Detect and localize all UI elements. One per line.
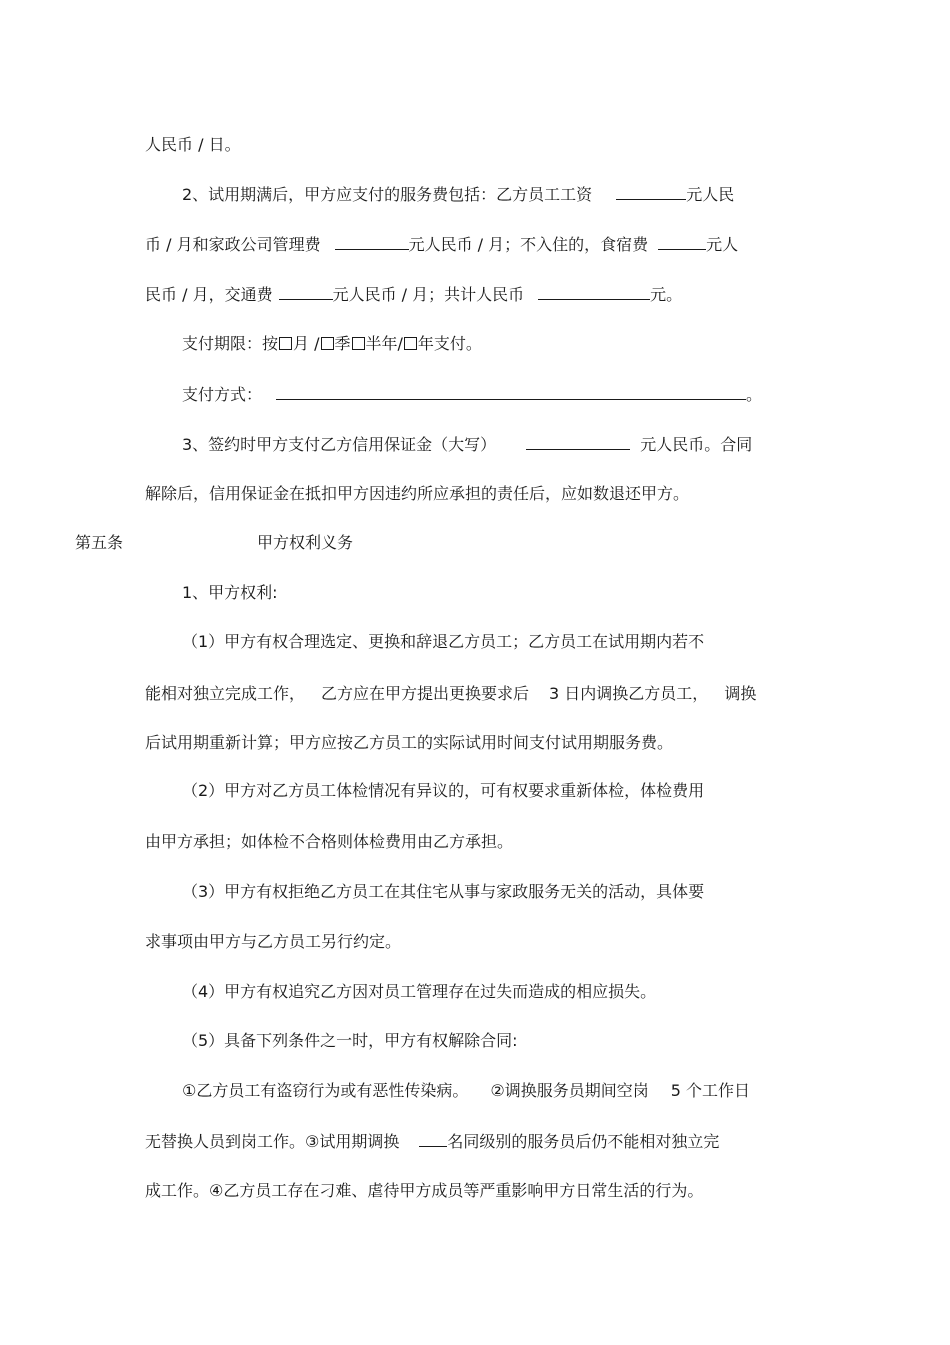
text-segment: 能相对独立完成工作， [145, 684, 306, 703]
text-segment: 名同级别的服务员后仍不能相对独立完 [447, 1132, 720, 1151]
checkbox-year[interactable] [404, 337, 417, 350]
text-segment: 季 [334, 334, 351, 353]
text-segment: 支付期限：按 [182, 334, 279, 353]
paragraph-line [182, 781, 704, 801]
text-segment: 年支付。 [417, 334, 482, 353]
text-segment: （4）甲方有权追究乙方因对员工管理存在过失而造成的相应损失。 [182, 982, 657, 1001]
fill-in-blank[interactable] [276, 384, 746, 400]
checkbox-month[interactable] [279, 337, 292, 350]
paragraph-line [182, 583, 278, 603]
text-segment: 3 日内调换乙方员工， [549, 684, 709, 703]
fill-in-blank[interactable] [335, 234, 409, 250]
text-segment: 调换 [724, 684, 757, 703]
text-segment: 月 / [293, 334, 320, 353]
paragraph-line [145, 733, 673, 753]
text-segment: 支付方式： [182, 385, 263, 404]
text-segment: （3）甲方有权拒绝乙方员工在其住宅从事与家政服务无关的活动，具体要 [182, 882, 705, 901]
text-segment: 半年/ [365, 334, 403, 353]
text-segment: 成工作。④乙方员工存在刁难、虐待甲方成员等严重影响甲方日常生活的行为。 [145, 1181, 704, 1200]
text-segment: 后试用期重新计算；甲方应按乙方员工的实际试用时间支付试用期服务费。 [145, 733, 674, 752]
text-segment: ②调换服务员期间空岗 [490, 1081, 649, 1100]
text-segment: 第五条 [75, 533, 124, 552]
fill-in-blank[interactable] [279, 284, 333, 300]
paragraph-line [182, 184, 734, 204]
checkbox-half-year[interactable] [352, 337, 365, 350]
text-segment: 元人民 [686, 185, 735, 204]
text-segment: 3、签约时甲方支付乙方信用保证金（大写） [182, 435, 497, 454]
text-segment: 币 / 月和家政公司管理费 [145, 235, 321, 254]
paragraph-line [182, 882, 704, 902]
paragraph-line [145, 135, 241, 155]
paragraph-line [145, 832, 513, 852]
fill-in-blank[interactable] [526, 434, 630, 450]
paragraph-line [182, 334, 482, 354]
text-segment: 元人民币。合同 [640, 435, 753, 454]
text-segment: 人民币 / 日。 [145, 135, 241, 154]
text-segment: 元。 [650, 285, 683, 304]
text-segment: 无替换人员到岗工作。③试用期调换 [145, 1132, 400, 1151]
fill-in-blank[interactable] [419, 1131, 447, 1147]
text-segment: （2）甲方对乙方员工体检情况有异议的，可有权要求重新体检，体检费用 [182, 781, 705, 800]
paragraph-line [145, 234, 738, 254]
text-segment: 求事项由甲方与乙方员工另行约定。 [145, 932, 402, 951]
paragraph-line [145, 932, 401, 952]
text-segment: 由甲方承担；如体检不合格则体检费用由乙方承担。 [145, 832, 514, 851]
text-segment: 1、甲方权利: [182, 583, 278, 602]
paragraph-line [182, 434, 752, 454]
text-segment: 元人民币 / 月；不入住的，食宿费 [408, 235, 649, 254]
paragraph-line [182, 1031, 518, 1051]
article-title [257, 533, 353, 553]
text-segment: 乙方应在甲方提出更换要求后 [321, 684, 530, 703]
text-segment: 民币 / 月，交通费 [145, 285, 273, 304]
paragraph-line [145, 284, 682, 304]
fill-in-blank[interactable] [538, 284, 650, 300]
text-segment: 甲方权利义务 [257, 533, 354, 552]
paragraph-line [182, 384, 762, 404]
text-segment: 解除后，信用保证金在抵扣甲方因违约所应承担的责任后，应如数退还甲方。 [145, 484, 690, 503]
paragraph-line [182, 632, 704, 652]
text-segment: （5）具备下列条件之一时，甲方有权解除合同: [182, 1031, 518, 1050]
paragraph-line [182, 1081, 750, 1101]
paragraph-line [145, 684, 756, 704]
text-segment: 元人 [706, 235, 739, 254]
fill-in-blank[interactable] [616, 184, 686, 200]
paragraph-line [145, 484, 689, 504]
text-segment: 2、试用期满后，甲方应支付的服务费包括：乙方员工工资 [182, 185, 593, 204]
article-number [75, 533, 123, 553]
paragraph-line [182, 982, 656, 1002]
text-segment: 5 个工作日 [670, 1081, 750, 1100]
text-segment: 元人民币 / 月；共计人民币 [332, 285, 525, 304]
fill-in-blank[interactable] [658, 234, 706, 250]
paragraph-line [145, 1181, 703, 1201]
paragraph-line [145, 1131, 719, 1151]
checkbox-quarter[interactable] [321, 337, 334, 350]
text-segment: （1）甲方有权合理选定、更换和辞退乙方员工；乙方员工在试用期内若不 [182, 632, 705, 651]
text-segment: 。 [746, 385, 763, 404]
text-segment: ①乙方员工有盗窃行为或有恶性传染病。 [182, 1081, 469, 1100]
